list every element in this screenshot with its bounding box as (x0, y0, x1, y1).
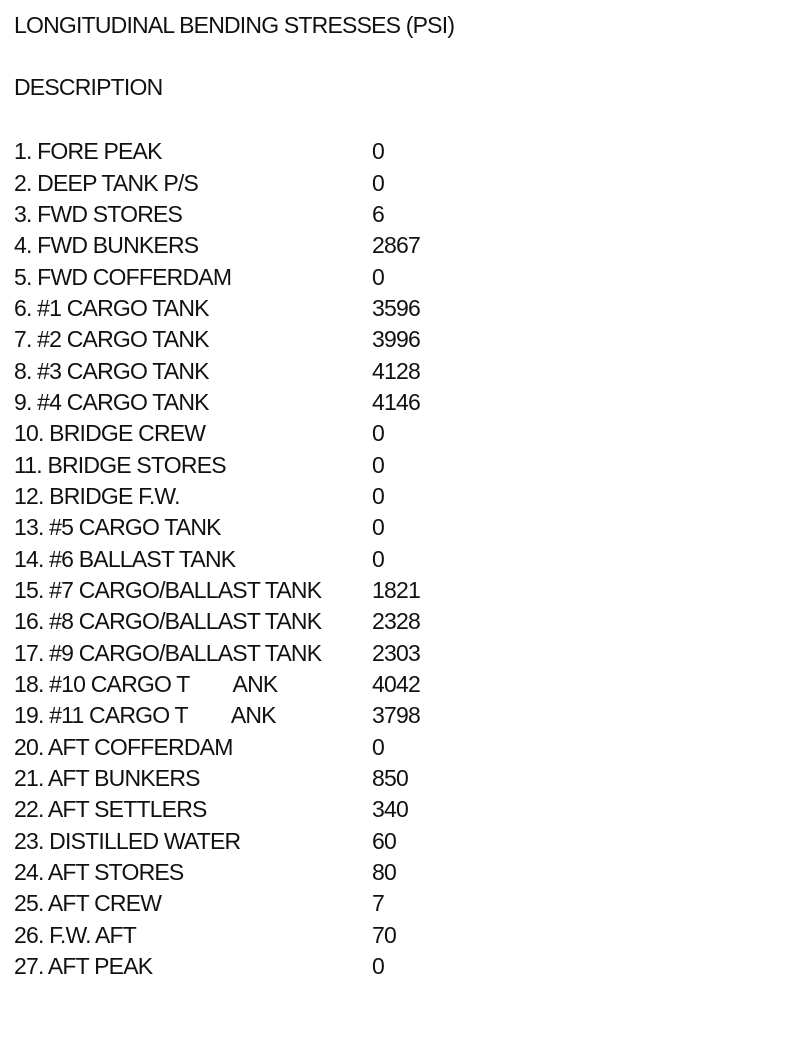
table-row (14, 669, 784, 700)
row-value: 80 (372, 859, 396, 886)
row-label: 14. #6 BALLAST TANK (14, 545, 236, 572)
row-label: 15. #7 CARGO/BALLAST TANK (14, 576, 322, 603)
row-label: 4. FWD BUNKERS (14, 232, 199, 259)
row-label: 22. AFT SETTLERS (14, 796, 207, 823)
row-value: 60 (372, 827, 396, 854)
row-value: 0 (372, 263, 384, 290)
row-value: 3596 (372, 294, 420, 321)
table-row (14, 826, 784, 857)
table-row (14, 387, 784, 418)
table-row (14, 951, 784, 982)
table-row (14, 230, 784, 261)
row-label: 1. FORE PEAK (14, 138, 162, 165)
table-row (14, 324, 784, 355)
document-title: LONGITUDINAL BENDING STRESSES (PSI) (14, 12, 455, 38)
row-label: 2. DEEP TANK P/S (14, 169, 199, 196)
row-value: 2867 (372, 232, 420, 259)
row-value: 4042 (372, 671, 420, 698)
row-label: 24. AFT STORES (14, 859, 184, 886)
row-label: 9. #4 CARGO TANK (14, 388, 209, 415)
row-value: 7 (372, 890, 384, 917)
row-value: 0 (372, 482, 384, 509)
row-label: 5. FWD COFFERDAM (14, 263, 232, 290)
row-label: 19. #11 CARGO T ANK (14, 702, 276, 729)
row-label: 7. #2 CARGO TANK (14, 326, 209, 353)
table-row (14, 481, 784, 512)
row-label: 6. #1 CARGO TANK (14, 294, 209, 321)
table-row (14, 167, 784, 198)
table-row (14, 199, 784, 230)
description-heading: DESCRIPTION (14, 74, 163, 100)
row-value: 0 (372, 169, 384, 196)
row-value: 2303 (372, 639, 420, 666)
row-label: 11. BRIDGE STORES (14, 451, 226, 478)
row-value: 1821 (372, 576, 420, 603)
row-label: 25. AFT CREW (14, 890, 162, 917)
table-row (14, 543, 784, 574)
row-value: 0 (372, 451, 384, 478)
row-value: 0 (372, 420, 384, 447)
row-label: 23. DISTILLED WATER (14, 827, 241, 854)
row-label: 18. #10 CARGO T ANK (14, 671, 278, 698)
table-row (14, 136, 784, 167)
row-value: 3996 (372, 326, 420, 353)
row-value: 0 (372, 953, 384, 980)
row-value: 70 (372, 921, 396, 948)
table-row (14, 293, 784, 324)
row-value: 6 (372, 200, 384, 227)
table-row (14, 732, 784, 763)
row-label: 8. #3 CARGO TANK (14, 357, 209, 384)
document-page (14, 10, 784, 982)
row-value: 850 (372, 765, 408, 792)
row-value: 4128 (372, 357, 420, 384)
row-value: 340 (372, 796, 408, 823)
row-value: 2328 (372, 608, 420, 635)
table-row (14, 355, 784, 386)
table-row (14, 920, 784, 951)
row-value: 0 (372, 514, 384, 541)
row-label: 16. #8 CARGO/BALLAST TANK (14, 608, 322, 635)
table-row (14, 888, 784, 919)
stress-table (14, 136, 784, 982)
row-value: 4146 (372, 388, 420, 415)
row-label: 26. F.W. AFT (14, 921, 137, 948)
table-row (14, 763, 784, 794)
table-row (14, 638, 784, 669)
table-row (14, 449, 784, 480)
table-row (14, 261, 784, 292)
row-label: 17. #9 CARGO/BALLAST TANK (14, 639, 322, 666)
row-label: 3. FWD STORES (14, 200, 183, 227)
row-label: 21. AFT BUNKERS (14, 765, 200, 792)
table-row (14, 575, 784, 606)
row-value: 0 (372, 545, 384, 572)
row-label: 13. #5 CARGO TANK (14, 514, 221, 541)
row-value: 3798 (372, 702, 420, 729)
table-row (14, 794, 784, 825)
table-row (14, 606, 784, 637)
table-row (14, 512, 784, 543)
row-value: 0 (372, 138, 384, 165)
table-row (14, 857, 784, 888)
row-label: 10. BRIDGE CREW (14, 420, 206, 447)
table-row (14, 700, 784, 731)
row-label: 20. AFT COFFERDAM (14, 733, 233, 760)
row-label: 12. BRIDGE F.W. (14, 482, 180, 509)
row-label: 27. AFT PEAK (14, 953, 153, 980)
row-value: 0 (372, 733, 384, 760)
table-row (14, 418, 784, 449)
